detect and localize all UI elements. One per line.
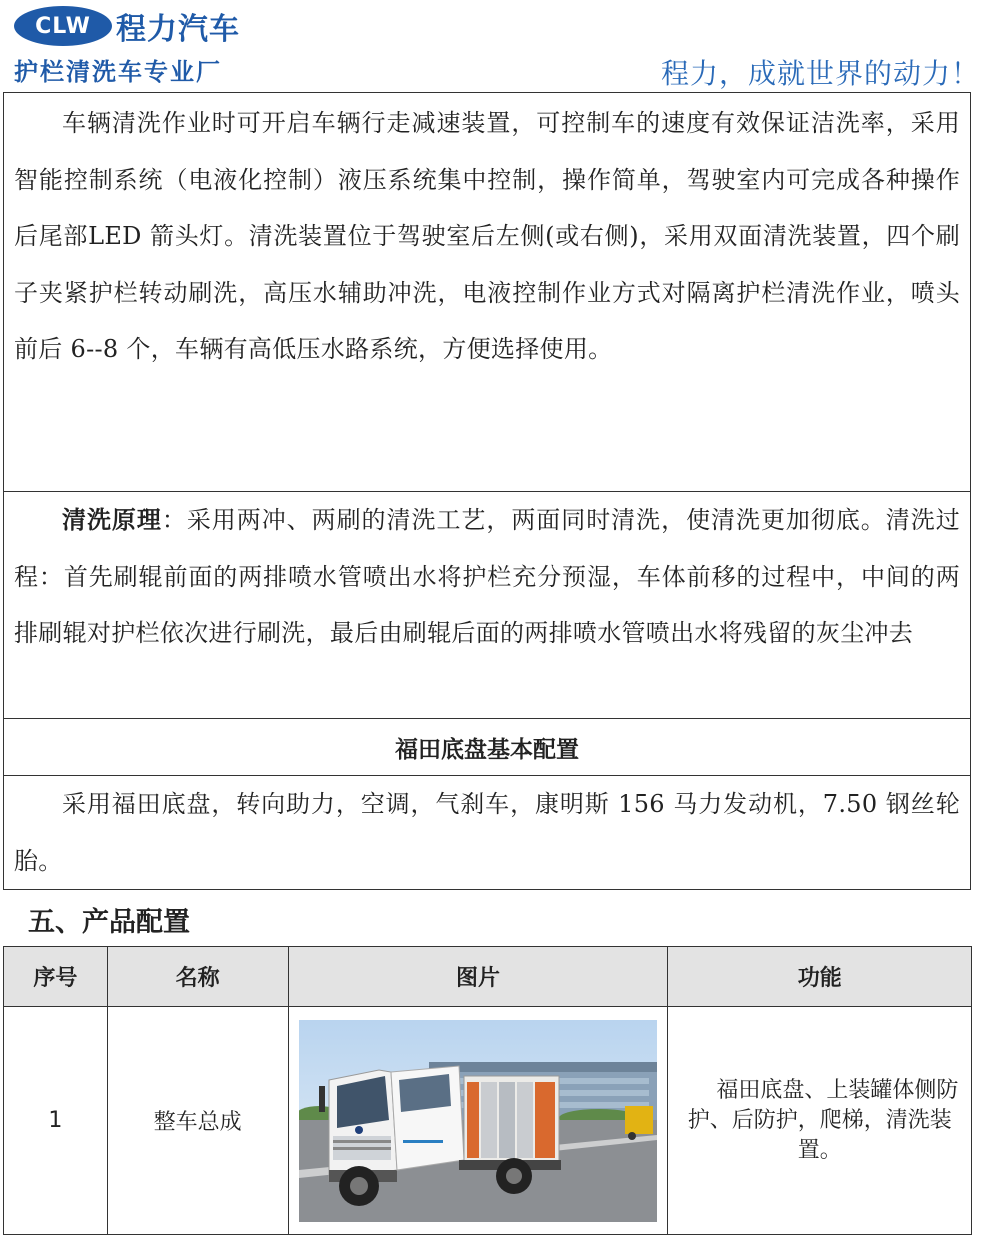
principle-box (3, 491, 971, 719)
table-header-row (4, 947, 972, 1007)
header-function: 功能 (668, 947, 972, 1007)
row-name: 整车总成 (107, 1007, 288, 1235)
page-header (0, 0, 1000, 92)
principle-label: 清洗原理 (62, 505, 162, 534)
section-heading: 五、产品配置 (28, 907, 190, 938)
truck-photo (299, 1020, 657, 1222)
chassis-title: 福田底盘基本配置 (395, 736, 579, 763)
header-name: 名称 (107, 947, 288, 1007)
row-function: 福田底盘、上装罐体侧防护、后防护，爬梯，清洗装置。 (668, 1007, 972, 1235)
description-text: 车辆清洗作业时可开启车辆行走减速装置，可控制车的速度有效保证洁洗率，采用智能控制系统（电液化控制）液压系统集中控制，操作简单，驾驶室内可完成各种操作后尾部LED 箭头灯。清洗装置位于驾驶室后左侧(或右侧)，采用双面清洗装置，四个刷子夹紧护栏转动刷洗，高压水辅助冲洗，电液控制作业方式对隔离护栏清洗作业，喷头前后 6--8 个，车辆有高低压水路系统，方便选择使用。 (14, 109, 960, 363)
config-table (3, 946, 972, 1235)
subbrand: 护栏清洗车专业厂 (14, 58, 222, 86)
header-image: 图片 (288, 947, 668, 1007)
brand-name: 程力汽车 (116, 12, 240, 47)
header-index: 序号 (4, 947, 108, 1007)
slogan: 程力，成就世界的动力！ (660, 57, 980, 90)
table-row (4, 1007, 972, 1235)
row-index: 1 (4, 1007, 108, 1235)
principle-body: ：采用两冲、两刷的清洗工艺，两面同时清洗，使清洗更加彻底。清洗过程：首先刷辊前面的两排喷水管喷出水将护栏充分预湿，车体前移的过程中，中间的两排刷辊对护栏依次进行刷洗，最后由刷辊后面的两排喷水管喷出水将残留的灰尘冲去 (14, 506, 960, 647)
chassis-text: 采用福田底盘，转向助力，空调，气刹车，康明斯 156 马力发动机，7.50 钢丝轮胎。 (14, 790, 960, 875)
principle-text (4, 492, 970, 662)
chassis-title-box (3, 718, 971, 776)
chassis-box (3, 775, 971, 890)
row-image-cell (288, 1007, 668, 1235)
clw-logo: CLW (14, 6, 112, 46)
description-box (3, 92, 971, 492)
